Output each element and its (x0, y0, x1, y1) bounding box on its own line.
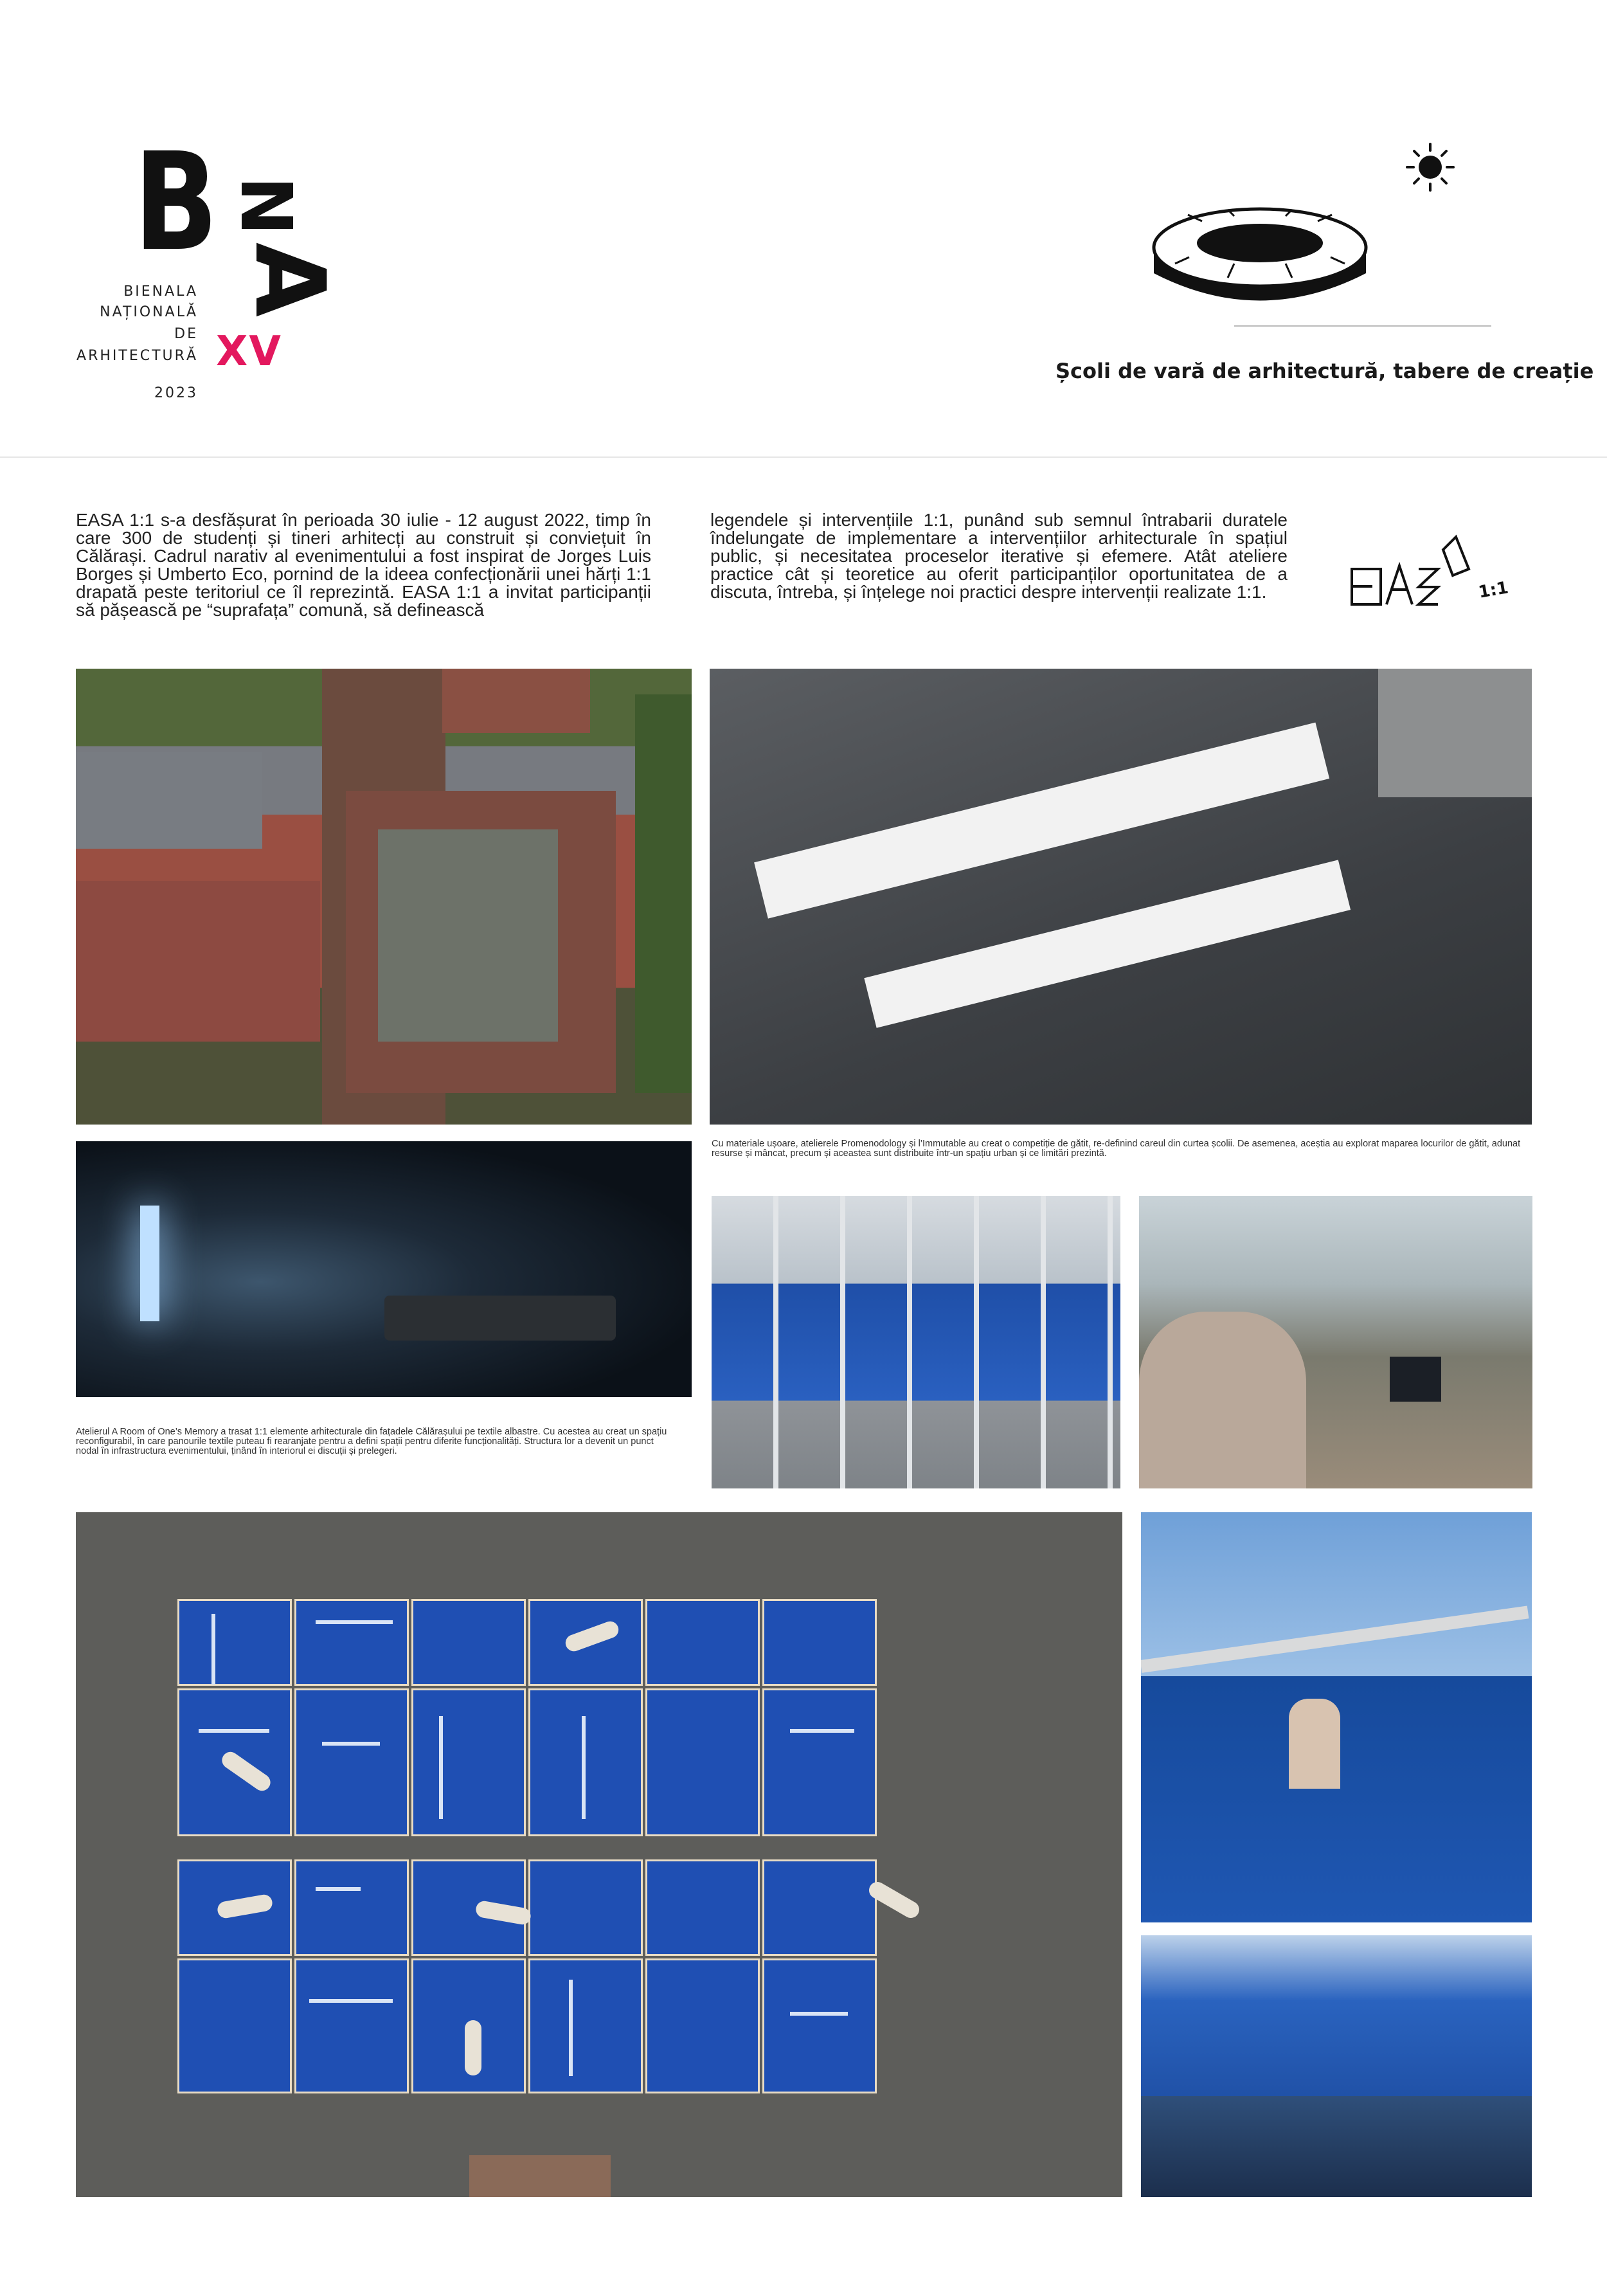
logo-text-bienala: BIENALA (123, 284, 198, 300)
logo-edition: XV (216, 328, 282, 375)
photo-scaffold-textiles (712, 1196, 1120, 1488)
caption-room-memory: Atelierul A Room of One’s Memory a trasat 1:1 elemente arhitecturale din fațadele Călărașului pe textile albastre. Cu acestea au creat un spațiu reconfigurabil, în care panourile textile puteau fi rearanjate pentru a defini spații pentru diferite funcționalități. Structura lor a devenit un punct nodal în infrastructura evenimentului, ținând în interiorul ei discuții și prelegeri. (76, 1427, 667, 1456)
photo-talk-session (1139, 1196, 1532, 1488)
photo-textile-tent-interior (1141, 1935, 1532, 2197)
easa-logo-ratio: 1:1 (1477, 578, 1510, 602)
logo-letter-n: N (225, 176, 308, 236)
summer-school-ring-icon (1138, 135, 1491, 341)
photo-scaffold-climber (1141, 1512, 1532, 1922)
easa-logo-mark (1347, 530, 1514, 620)
photo-cooking-competition (710, 669, 1532, 1125)
caption-cooking: Cu materiale ușoare, atelierele Promenodology și l’Immutable au creat o competiție de gătit, re-definind careul din curtea școlii. De asemenea, aceștia au explorat maparea locurilor de gătit, adunat resurse și mâncat, precum și aceastea sunt distribuite într-un spațiu urban și ce limitări prezintă. (712, 1139, 1521, 1159)
page-subtitle: Școli de vară de arhitectură, tabere de creație (1055, 359, 1594, 383)
photo-night-screening (76, 1141, 692, 1397)
sun-icon (1407, 144, 1453, 190)
logo-text-year: 2023 (154, 385, 198, 401)
logo-text-de: DE (174, 326, 198, 342)
easa-logo (1347, 530, 1514, 620)
intro-column-1: EASA 1:1 s-a desfășurat în perioada 30 iulie - 12 august 2022, timp în care 300 de studenți și tineri arhitecți au construit și conviețuit în Călărași. Cadrul narativ al evenimentului a fost inspirat de Jorges Luis Borges și Umberto Eco, pornind de la ideea confecționării unei hărți 1:1 drapată peste teritoriul ce îl reprezintă. EASA 1:1 a invitat participanții să pășească pe “suprafața” comună, să definească (76, 510, 651, 620)
logo-letter-a: A (233, 242, 346, 318)
logo-letter-b: B (134, 123, 219, 281)
photo-textile-map-aerial (76, 1512, 1122, 2197)
logo-text-nationala: NAȚIONALĂ (100, 304, 198, 320)
intro-column-2: legendele și intervențiile 1:1, punând sub semnul întrabarii duratele îndelungate de implementare a intervențiilor arhitecturale în spațiul public, și necesitatea proceselor iterative și efemere. Atât ateliere practice cât și teoretice au oferit participanților oportunitatea de a discuta, întreba, și înțelege noi practici despre intervenții realizate 1:1. (710, 510, 1288, 602)
header-divider (0, 456, 1607, 458)
photo-aerial-school (76, 669, 692, 1125)
logo-text-arhitectura: ARHITECTURĂ (76, 348, 198, 364)
